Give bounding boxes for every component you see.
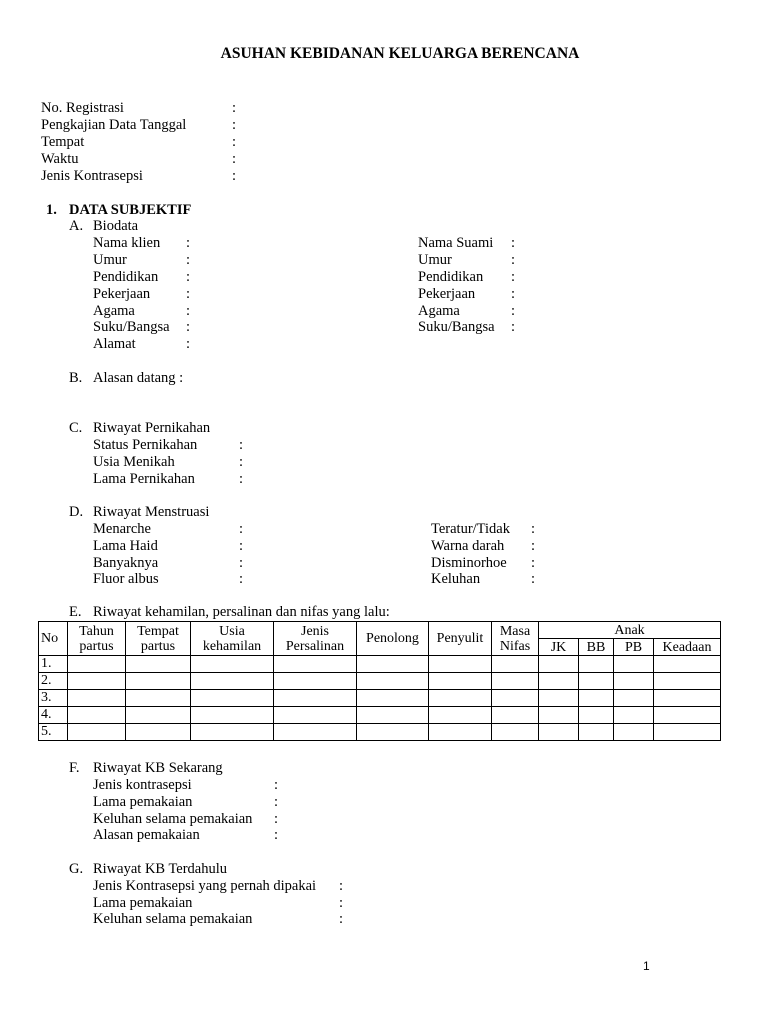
subsection-title: Biodata <box>93 218 139 234</box>
col-header-anak: Anak <box>539 622 721 639</box>
row-number: 3. <box>39 690 68 707</box>
table-cell[interactable] <box>274 673 357 690</box>
field-colon: : <box>531 571 536 587</box>
field-label: Disminorhoe <box>431 555 507 571</box>
table-row <box>39 707 721 724</box>
table-cell[interactable] <box>274 707 357 724</box>
field-label: Jenis Kontrasepsi <box>41 168 143 184</box>
table-cell[interactable] <box>357 690 429 707</box>
field-label: Agama <box>418 303 460 319</box>
table-cell[interactable] <box>68 673 126 690</box>
table-cell[interactable] <box>126 656 191 673</box>
field-label: Alamat <box>93 336 136 352</box>
field-colon: : <box>239 471 244 487</box>
field-label: Waktu <box>41 151 79 167</box>
field-label: Nama Suami <box>418 235 494 251</box>
row-number: 5. <box>39 724 68 741</box>
table-cell[interactable] <box>274 690 357 707</box>
field-label: Suku/Bangsa <box>93 319 170 335</box>
field-label: Alasan datang : <box>93 370 184 386</box>
table-cell[interactable] <box>614 690 654 707</box>
table-cell[interactable] <box>126 690 191 707</box>
field-label: Menarche <box>93 521 151 537</box>
table-cell[interactable] <box>579 656 614 673</box>
table-cell[interactable] <box>429 707 492 724</box>
field-colon: : <box>186 286 191 302</box>
table-cell[interactable] <box>614 656 654 673</box>
field-colon: : <box>274 777 279 793</box>
row-number: 1. <box>39 656 68 673</box>
subsection-marker: A. <box>69 218 84 234</box>
col-header-tempat-partus: Tempat partus <box>126 622 191 656</box>
table-row <box>39 673 721 690</box>
field-colon: : <box>232 117 237 133</box>
field-label: Status Pernikahan <box>93 437 198 453</box>
field-label: Banyaknya <box>93 555 159 571</box>
table-cell[interactable] <box>68 724 126 741</box>
field-colon: : <box>511 269 516 285</box>
field-colon: : <box>239 538 244 554</box>
table-cell[interactable] <box>357 656 429 673</box>
col-header-masa-nifas: Masa Nifas <box>492 622 539 656</box>
field-colon: : <box>186 303 191 319</box>
table-cell[interactable] <box>492 690 539 707</box>
subsection-marker: C. <box>69 420 83 436</box>
subsection-title: Riwayat KB Terdahulu <box>93 861 228 877</box>
field-colon: : <box>232 168 237 184</box>
subsection-marker: D. <box>69 504 84 520</box>
table-cell[interactable] <box>68 707 126 724</box>
table-cell[interactable] <box>614 707 654 724</box>
field-colon: : <box>232 151 237 167</box>
table-cell[interactable] <box>492 656 539 673</box>
field-colon: : <box>511 235 516 251</box>
table-cell[interactable] <box>191 690 274 707</box>
field-label: Jenis Kontrasepsi yang pernah dipakai <box>93 878 317 894</box>
table-cell[interactable] <box>539 724 579 741</box>
field-label: Alasan pemakaian <box>93 827 200 843</box>
table-cell[interactable] <box>614 673 654 690</box>
subsection-marker: G. <box>69 861 84 877</box>
table-cell[interactable] <box>579 690 614 707</box>
field-label: Lama Haid <box>93 538 158 554</box>
field-colon: : <box>339 911 344 927</box>
table-cell[interactable] <box>579 707 614 724</box>
table-cell[interactable] <box>68 656 126 673</box>
table-cell[interactable] <box>579 673 614 690</box>
table-cell[interactable] <box>654 690 721 707</box>
field-label: Agama <box>93 303 135 319</box>
field-colon: : <box>239 571 244 587</box>
table-cell[interactable] <box>126 707 191 724</box>
field-colon: : <box>239 521 244 537</box>
table-row <box>39 656 721 673</box>
table-row <box>39 724 721 741</box>
field-colon: : <box>186 235 191 251</box>
field-colon: : <box>232 100 237 116</box>
table-cell[interactable] <box>191 673 274 690</box>
field-colon: : <box>511 303 516 319</box>
field-colon: : <box>232 134 237 150</box>
table-cell[interactable] <box>654 673 721 690</box>
field-label: Usia Menikah <box>93 454 175 470</box>
field-colon: : <box>339 878 344 894</box>
pregnancy-history-table <box>38 621 721 741</box>
field-colon: : <box>239 555 244 571</box>
field-colon: : <box>186 319 191 335</box>
subsection-title: Riwayat Menstruasi <box>93 504 210 520</box>
table-cell[interactable] <box>429 724 492 741</box>
field-label: Keluhan <box>431 571 481 587</box>
table-cell[interactable] <box>357 673 429 690</box>
field-colon: : <box>186 269 191 285</box>
field-label: Keluhan selama pemakaian <box>93 911 253 927</box>
field-label: Jenis kontrasepsi <box>93 777 192 793</box>
field-label: Pengkajian Data Tanggal <box>41 117 187 133</box>
field-label: Lama Pernikahan <box>93 471 195 487</box>
field-label: No. Registrasi <box>41 100 124 116</box>
table-cell[interactable] <box>357 724 429 741</box>
field-colon: : <box>531 555 536 571</box>
field-colon: : <box>239 454 244 470</box>
col-header-bb: BB <box>579 639 614 656</box>
col-header-jk: JK <box>539 639 579 656</box>
col-header-no: No <box>39 622 68 656</box>
table-cell[interactable] <box>654 707 721 724</box>
col-header-keadaan: Keadaan <box>654 639 721 656</box>
table-row <box>39 690 721 707</box>
field-colon: : <box>511 252 516 268</box>
field-label: Keluhan selama pemakaian <box>93 811 253 827</box>
field-label: Lama pemakaian <box>93 895 193 911</box>
table-cell[interactable] <box>539 707 579 724</box>
col-header-penolong: Penolong <box>357 622 429 656</box>
field-label: Tempat <box>41 134 85 150</box>
field-label: Warna darah <box>431 538 505 554</box>
document-title: ASUHAN KEBIDANAN KELUARGA BERENCANA <box>220 45 580 62</box>
table-cell[interactable] <box>492 707 539 724</box>
field-colon: : <box>239 437 244 453</box>
row-number: 4. <box>39 707 68 724</box>
table-cell[interactable] <box>539 656 579 673</box>
field-label: Teratur/Tidak <box>431 521 510 537</box>
field-colon: : <box>186 336 191 352</box>
table-cell[interactable] <box>539 690 579 707</box>
col-header-usia-kehamilan: Usia kehamilan <box>191 622 274 656</box>
section-number: 1. <box>46 202 57 218</box>
table-cell[interactable] <box>654 724 721 741</box>
table-cell[interactable] <box>579 724 614 741</box>
field-colon: : <box>339 895 344 911</box>
field-label: Fluor albus <box>93 571 159 587</box>
field-colon: : <box>531 538 536 554</box>
field-colon: : <box>511 319 516 335</box>
field-colon: : <box>274 794 279 810</box>
field-colon: : <box>531 521 536 537</box>
col-header-pb: PB <box>614 639 654 656</box>
table-cell[interactable] <box>614 724 654 741</box>
table-cell[interactable] <box>191 724 274 741</box>
field-label: Umur <box>418 252 452 268</box>
table-cell[interactable] <box>357 707 429 724</box>
field-label: Suku/Bangsa <box>418 319 495 335</box>
table-cell[interactable] <box>492 724 539 741</box>
subsection-title: Riwayat KB Sekarang <box>93 760 223 776</box>
field-colon: : <box>186 252 191 268</box>
subsection-marker: B. <box>69 370 83 386</box>
field-label: Pendidikan <box>93 269 159 285</box>
field-colon: : <box>274 827 279 843</box>
field-colon: : <box>274 811 279 827</box>
section-title: DATA SUBJEKTIF <box>69 202 192 218</box>
page-number: 1 <box>643 959 650 973</box>
field-label: Pendidikan <box>418 269 484 285</box>
table-cell[interactable] <box>429 656 492 673</box>
row-number: 2. <box>39 673 68 690</box>
table-cell[interactable] <box>492 673 539 690</box>
field-label: Pekerjaan <box>93 286 151 302</box>
table-cell[interactable] <box>429 673 492 690</box>
table-cell[interactable] <box>126 673 191 690</box>
table-cell[interactable] <box>654 656 721 673</box>
table-cell[interactable] <box>429 690 492 707</box>
col-header-tahun-partus: Tahun partus <box>68 622 126 656</box>
table-cell[interactable] <box>274 656 357 673</box>
table-cell[interactable] <box>539 673 579 690</box>
table-cell[interactable] <box>68 690 126 707</box>
col-header-penyulit: Penyulit <box>429 622 492 656</box>
col-header-jenis-persalinan: Jenis Persalinan <box>274 622 357 656</box>
subsection-title: Riwayat Pernikahan <box>93 420 211 436</box>
subsection-marker: F. <box>69 760 80 776</box>
subsection-title: Riwayat kehamilan, persalinan dan nifas yang lalu: <box>93 604 390 620</box>
field-colon: : <box>511 286 516 302</box>
field-label: Lama pemakaian <box>93 794 193 810</box>
table-cell[interactable] <box>126 724 191 741</box>
field-label: Nama klien <box>93 235 161 251</box>
table-cell[interactable] <box>191 656 274 673</box>
field-label: Umur <box>93 252 127 268</box>
table-cell[interactable] <box>274 724 357 741</box>
field-label: Pekerjaan <box>418 286 476 302</box>
table-cell[interactable] <box>191 707 274 724</box>
subsection-marker: E. <box>69 604 82 620</box>
